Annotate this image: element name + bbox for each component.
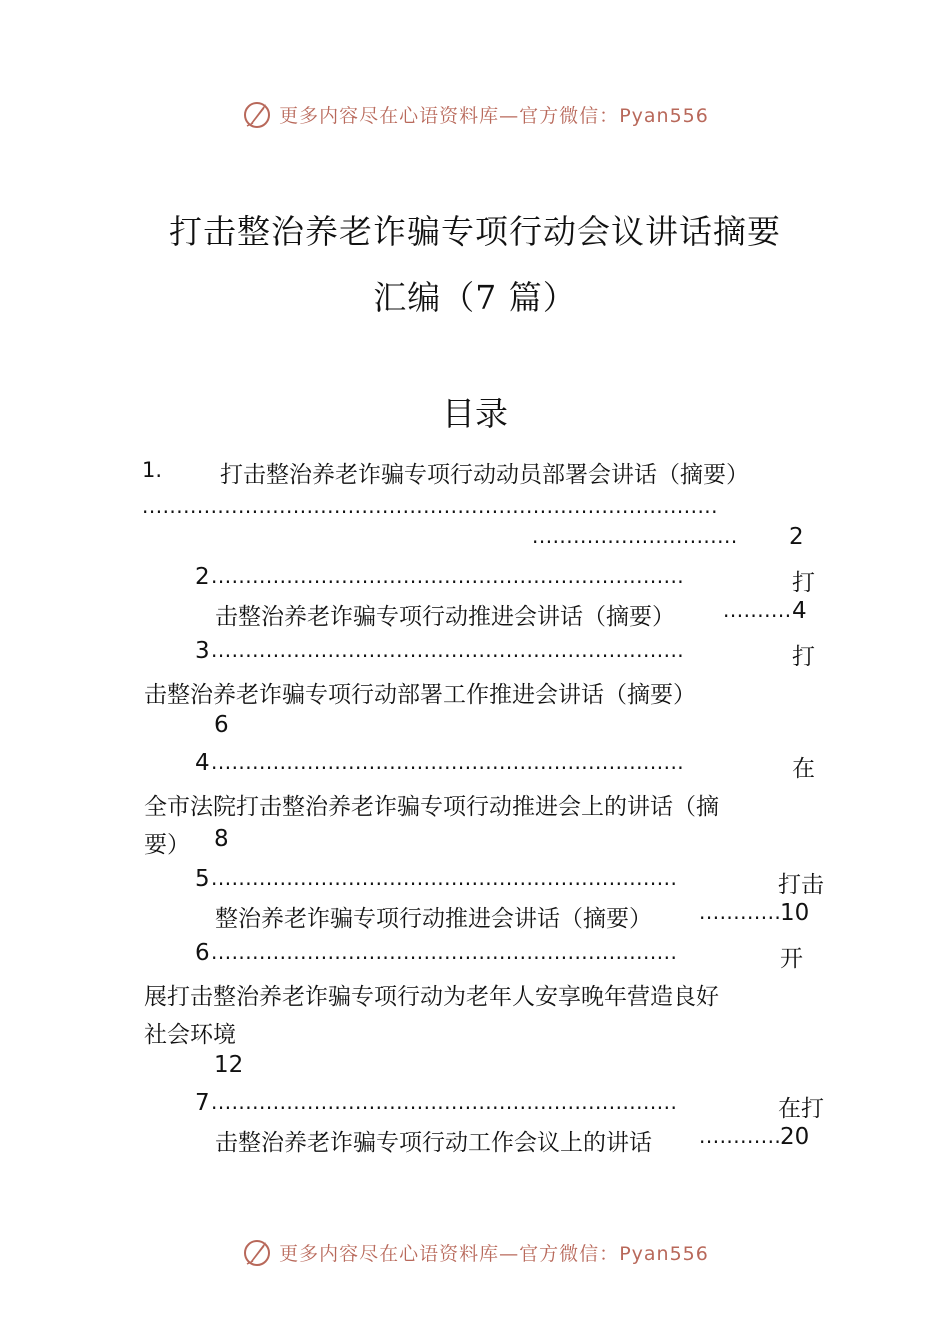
banner-dash: — bbox=[499, 104, 520, 127]
toc-entry-number: 6 bbox=[195, 940, 210, 966]
banner-text bbox=[279, 1239, 709, 1266]
toc-entry-page: 12 bbox=[214, 1052, 244, 1078]
toc-entry-page: 8 bbox=[214, 826, 229, 852]
toc-entry-number: 5 bbox=[195, 866, 210, 892]
toc-entry-dots: ............ bbox=[699, 1124, 782, 1148]
header-banner bbox=[0, 94, 950, 134]
toc-entry-title-start: 开 bbox=[780, 946, 803, 972]
toc-entry-title: 击整治养老诈骗专项行动推进会讲话（摘要） bbox=[215, 604, 675, 630]
toc-entry-number: 3 bbox=[195, 638, 210, 664]
toc-entry-dots: .................................................................................... bbox=[142, 494, 719, 518]
banner-dash: — bbox=[499, 1242, 520, 1265]
banner-text bbox=[279, 101, 709, 128]
toc-entry-number: 7 bbox=[195, 1090, 210, 1116]
toc-entry-dots: .......... bbox=[723, 598, 792, 622]
toc-entry-dots: ..................................................................... bbox=[211, 638, 685, 662]
toc-entry-number: 4 bbox=[195, 750, 210, 776]
toc-entry-number: 1. bbox=[142, 458, 163, 482]
toc-entry-page: 6 bbox=[214, 712, 229, 738]
document-title-line2: 汇编（7 篇） bbox=[373, 278, 577, 317]
toc-entry-title-start: 在打 bbox=[778, 1096, 824, 1122]
toc-entry-page: 10 bbox=[780, 900, 810, 926]
banner-wechat-label: 官方微信： bbox=[519, 104, 620, 127]
toc-entry-dots: .................................................................... bbox=[211, 866, 678, 890]
toc-entry-title: 整治养老诈骗专项行动推进会讲话（摘要） bbox=[215, 906, 652, 932]
toc-entry-page: 20 bbox=[780, 1124, 810, 1150]
toc-entry-title-start: 打击 bbox=[778, 872, 824, 898]
toc-entry-title-cont: 社会环境 bbox=[144, 1022, 236, 1048]
banner-library-text: 更多内容尽在心语资料库 bbox=[279, 104, 500, 127]
toc-entry-title-cont: 要） bbox=[144, 832, 190, 858]
toc-entry-dots: ..................................................................... bbox=[211, 564, 685, 588]
toc-entry-title: 展打击整治养老诈骗专项行动为老年人安享晚年营造良好 bbox=[144, 984, 719, 1010]
toc-entry-dots: .................................................................... bbox=[211, 940, 678, 964]
toc-entry-dots: .............................. bbox=[532, 524, 738, 548]
toc-entry-title-start: 打 bbox=[792, 644, 815, 670]
banner-library-text: 更多内容尽在心语资料库 bbox=[279, 1242, 500, 1265]
document-title-line1: 打击整治养老诈骗专项行动会议讲话摘要 bbox=[169, 212, 781, 251]
toc-entry-title: 击整治养老诈骗专项行动部署工作推进会讲话（摘要） bbox=[144, 682, 696, 708]
banner-wechat-id: Pyan556 bbox=[619, 1242, 709, 1265]
toc-entry-title: 全市法院打击整治养老诈骗专项行动推进会上的讲话（摘 bbox=[144, 794, 719, 820]
toc-entry-dots: .................................................................... bbox=[211, 1090, 678, 1114]
footer-banner bbox=[0, 1232, 950, 1272]
toc-entry-number: 2 bbox=[195, 564, 210, 590]
toc-entry-page: 4 bbox=[792, 598, 807, 624]
toc-entry-dots: ............ bbox=[699, 900, 782, 924]
toc-entry-title: 打击整治养老诈骗专项行动动员部署会讲话（摘要） bbox=[220, 462, 749, 488]
banner-wechat-id: Pyan556 bbox=[619, 104, 709, 127]
banner-wechat-label: 官方微信： bbox=[519, 1242, 620, 1265]
toc-entry-title: 击整治养老诈骗专项行动工作会议上的讲话 bbox=[215, 1130, 652, 1156]
toc-entry-dots: ..................................................................... bbox=[211, 750, 685, 774]
quill-logo-icon bbox=[241, 1236, 273, 1268]
toc-entry-page: 2 bbox=[789, 524, 804, 550]
toc-entry-title-start: 在 bbox=[792, 756, 815, 782]
toc-entry-title-start: 打 bbox=[792, 570, 815, 596]
quill-logo-icon bbox=[241, 98, 273, 130]
toc-heading: 目录 bbox=[442, 394, 508, 433]
